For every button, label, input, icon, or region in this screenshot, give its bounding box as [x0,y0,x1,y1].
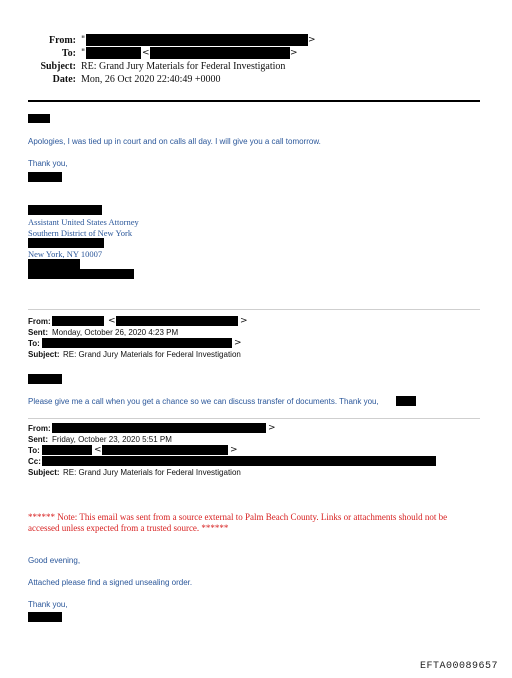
external-source-notice: ****** Note: This email was sent from a source external to Palm Beach County. Links or attachments should not be accessed unless expected from a trusted source. ****** [28,512,448,533]
redaction-email1-from-name [52,316,104,326]
email1-sent-value: Monday, October 26, 2020 4:23 PM [52,328,179,337]
email2-subject-value: RE: Grand Jury Materials for Federal Investigation [63,468,241,477]
from-gt-glyph: > [308,35,316,45]
redaction-salutation [28,114,50,123]
email1-from-lt-glyph: < [108,316,116,326]
to-gt-glyph: > [290,48,298,58]
redaction-from [86,34,308,46]
redaction-signer [28,172,62,182]
bates-number: EFTA00089657 [420,661,499,672]
email1-sent-label: Sent: [28,328,48,337]
email2-to-label: To: [28,446,40,455]
redaction-email2-from [52,423,266,433]
redaction-to-address [150,47,290,59]
header-divider [28,100,480,102]
redaction-email1-salutation [28,374,62,384]
email2-greeting: Good evening, [28,556,81,565]
email1-to-gt-glyph: > [234,338,242,348]
email2-from-gt-glyph: > [268,423,276,433]
subject-value: RE: Grand Jury Materials for Federal Investigation [81,61,286,72]
email2-to-gt-glyph: > [230,445,238,455]
signature-city: New York, NY 10007 [28,249,103,259]
from-quote-glyph: " [81,35,86,45]
date-value: Mon, 26 Oct 2020 22:40:49 +0000 [81,74,221,85]
email2-cc-label: Cc: [28,457,41,466]
redaction-email2-to-name [42,445,92,455]
subject-label: Subject: [40,61,76,72]
redaction-sig-name [28,205,102,215]
email2-from-label: From: [28,424,51,433]
email1-to-label: To: [28,339,40,348]
redaction-email2-signer [28,612,62,622]
signature-office: Southern District of New York [28,228,133,238]
from-label: From: [48,35,76,46]
to-quote-glyph: " [81,48,86,58]
email2-sent-value: Friday, October 23, 2020 5:51 PM [52,435,172,444]
redaction-email1-to [42,338,232,348]
signature-title: Assistant United States Attorney [28,217,139,227]
email1-subject-label: Subject: [28,350,60,359]
divider-email2 [28,418,480,419]
reply-closing: Thank you, [28,159,68,168]
email2-subject-label: Subject: [28,468,60,477]
redaction-email1-signer [396,396,416,406]
redaction-sig-address [28,238,104,248]
email1-body: Please give me a call when you get a chance so we can discuss transfer of documents. Thank you, [28,397,379,406]
to-lt-glyph: < [142,48,150,58]
reply-body: Apologies, I was tied up in court and on calls all day. I will give you a call tomorrow. [28,137,321,146]
email2-to-lt-glyph: < [94,445,102,455]
email1-from-label: From: [28,317,51,326]
email1-subject-value: RE: Grand Jury Materials for Federal Investigation [63,350,241,359]
to-label: To: [61,48,76,59]
email2-sent-label: Sent: [28,435,48,444]
redaction-email1-from-address [116,316,238,326]
email2-closing: Thank you, [28,600,68,609]
divider-email1 [28,309,480,310]
redaction-sig-email [28,269,134,279]
redaction-email2-to-address [102,445,228,455]
date-label: Date: [52,74,76,85]
redaction-email2-cc [42,456,436,466]
email1-from-gt-glyph: > [240,316,248,326]
redaction-to-name [86,47,141,59]
email2-body: Attached please find a signed unsealing order. [28,578,193,587]
redaction-sig-phone [28,259,80,269]
